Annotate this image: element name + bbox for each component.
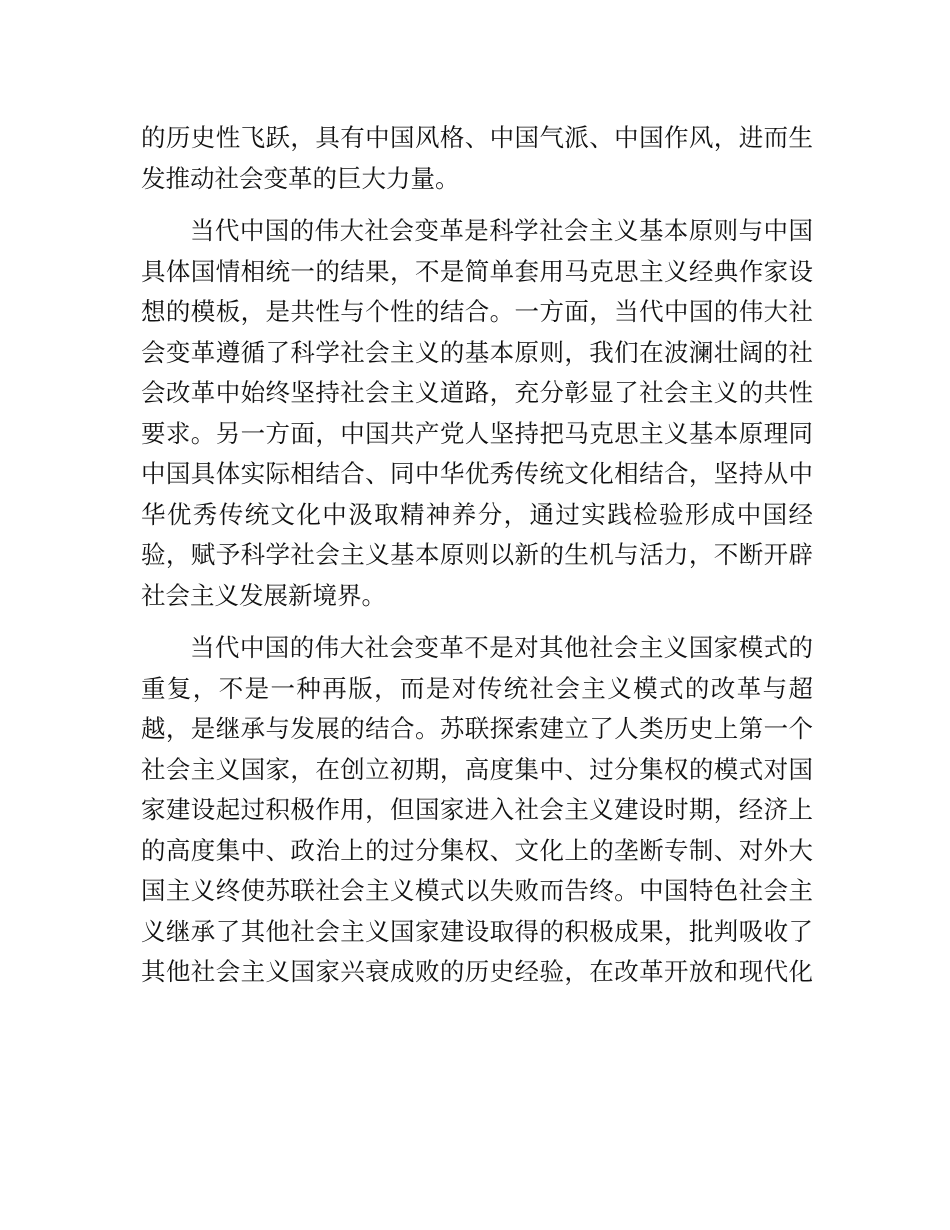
paragraph-socialist-principles bbox=[141, 211, 813, 616]
text-line: 的高度集中、政治上的过分集权、文化上的垄断专制、对外大 bbox=[141, 835, 813, 865]
text-line: 家建设起过积极作用，但国家进入社会主义建设时期，经济上 bbox=[141, 795, 813, 824]
text-line: 华优秀传统文化中汲取精神养分，通过实践检验形成中国经 bbox=[141, 499, 813, 529]
text-line: 越，是继承与发展的结合。苏联探索建立了人类历史上第一个 bbox=[141, 714, 813, 743]
text-line: 具体国情相统一的结果，不是简单套用马克思主义经典作家设 bbox=[141, 256, 813, 286]
body-text bbox=[141, 118, 813, 993]
text-line: 国主义终使苏联社会主义模式以失败而告终。中国特色社会主 bbox=[141, 876, 813, 905]
text-line: 义继承了其他社会主义国家建设取得的积极成果，批判吸收了 bbox=[141, 916, 813, 946]
paragraph-continuation bbox=[141, 118, 813, 199]
text-line: 中国具体实际相结合、同中华优秀传统文化相结合，坚持从中 bbox=[141, 459, 813, 488]
text-line: 其他社会主义国家兴衰成败的历史经验，在改革开放和现代化 bbox=[141, 957, 813, 986]
text-line: 当代中国的伟大社会变革是科学社会主义基本原则与中国 bbox=[190, 216, 813, 245]
text-line: 想的模板，是共性与个性的结合。一方面，当代中国的伟大社 bbox=[141, 297, 813, 326]
text-line: 当代中国的伟大社会变革不是对其他社会主义国家模式的 bbox=[190, 633, 813, 662]
text-line: 社会主义发展新境界。 bbox=[141, 580, 386, 610]
text-line: 发推动社会变革的巨大力量。 bbox=[141, 163, 460, 193]
text-line: 的历史性飞跃，具有中国风格、中国气派、中国作风，进而生 bbox=[141, 123, 813, 152]
text-line: 会改革中始终坚持社会主义道路，充分彰显了社会主义的共性 bbox=[141, 378, 813, 407]
paragraph-reform-model bbox=[141, 628, 813, 993]
text-line: 要求。另一方面，中国共产党人坚持把马克思主义基本原理同 bbox=[141, 418, 813, 448]
text-line: 重复，不是一种再版，而是对传统社会主义模式的改革与超 bbox=[141, 673, 813, 703]
text-line: 社会主义国家，在创立初期，高度集中、过分集权的模式对国 bbox=[141, 754, 813, 784]
text-line: 会变革遵循了科学社会主义的基本原则，我们在波澜壮阔的社 bbox=[141, 337, 813, 367]
text-line: 验，赋予科学社会主义基本原则以新的生机与活力，不断开辟 bbox=[141, 540, 813, 569]
